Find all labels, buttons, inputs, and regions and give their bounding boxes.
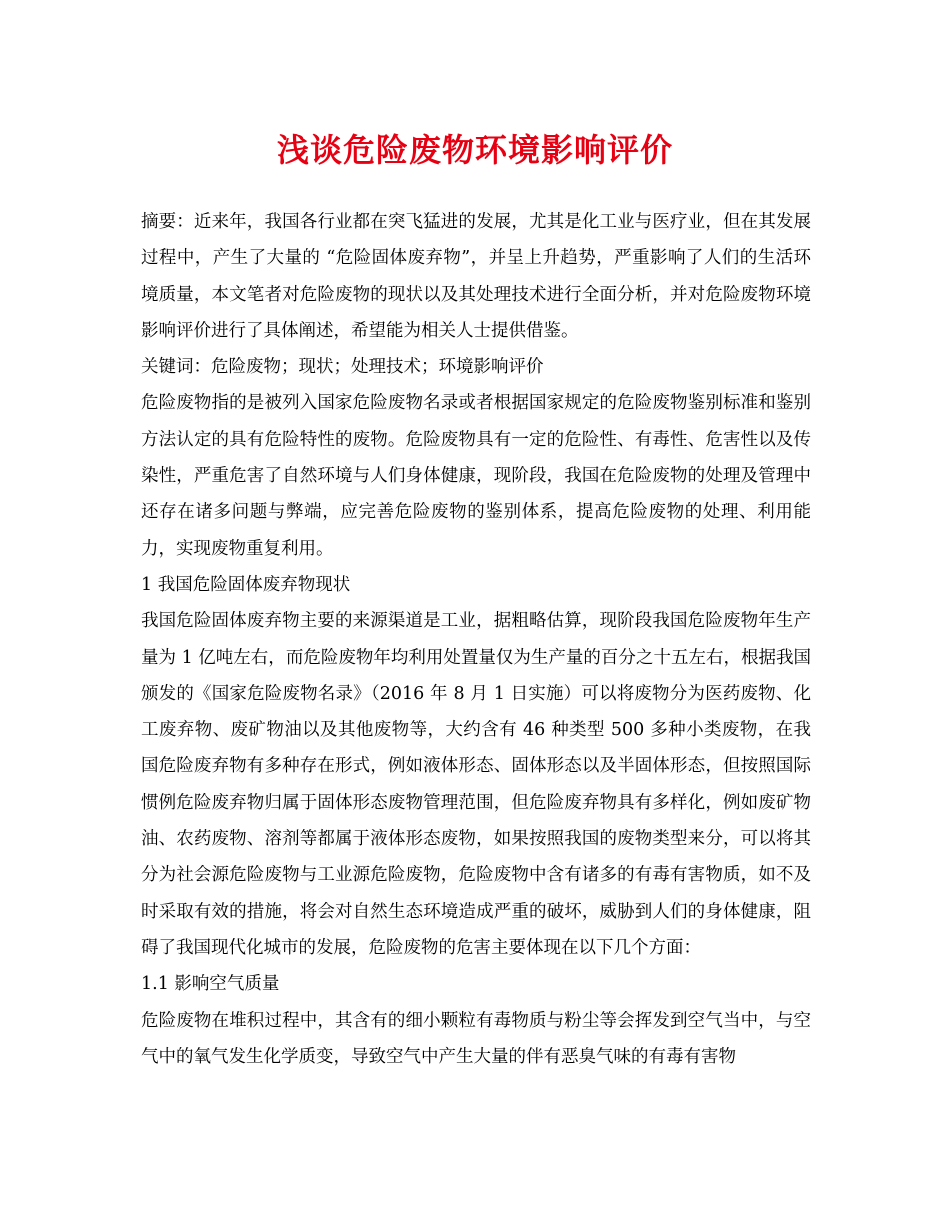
- section-1-paragraph: 我国危险固体废弃物主要的来源渠道是工业，据粗略估算，现阶段我国危险废物年生产量为 1 亿吨左右，而危险废物年均利用处置量仅为生产量的百分之十五左右，根据我国颁发的《国家危险废物名录》（2016 年 8 月 1 日实施）可以将废物分为医药废物、化工废弃物、废矿物油以及其他废物等，大约含有 46 种类型 500 多种小类废物，在我国危险废弃物有多种存在形式，例如液体形态、固体形态以及半固体形态，但按照国际惯例危险废弃物归属于固体形态废物管理范围，但危险废弃物具有多样化，例如废矿物油、农药废物、溶剂等都属于液体形态废物，如果按照我国的废物类型来分，可以将其分为社会源危险废物与工业源危险废物，危险废物中含有诸多的有毒有害物质，如不及时采取有效的措施，将会对自然生态环境造成严重的破坏，威胁到人们的身体健康，阻碍了我国现代化城市的发展，危险废物的危害主要体现在以下几个方面：: [141, 611, 811, 958]
- keywords-line: 关键词：危险废物；现状；处理技术；环境影响评价: [141, 357, 544, 378]
- section-1-heading: 1 我国危险固体废弃物现状: [141, 574, 351, 595]
- intro-paragraph: 危险废物指的是被列入国家危险废物名录或者根据国家规定的危险废物鉴别标准和鉴别方法认定的具有危险特性的废物。危险废物具有一定的危险性、有毒性、危害性以及传染性，严重危害了自然环境与人们身体健康，现阶段，我国在危险废物的处理及管理中还存在诸多问题与弊端，应完善危险废物的鉴别体系，提高危险废物的处理、利用能力，实现废物重复利用。: [141, 393, 811, 559]
- document-body: [141, 204, 811, 1075]
- section-1-1-heading: 1.1 影响空气质量: [141, 974, 280, 995]
- section-1-1-paragraph: 危险废物在堆积过程中，其含有的细小颗粒有毒物质与粉尘等会挥发到空气当中，与空气中的氧气发生化学质变，导致空气中产生大量的伴有恶臭气味的有毒有害物: [141, 1010, 811, 1067]
- abstract-paragraph: 摘要：近来年，我国各行业都在突飞猛进的发展，尤其是化工业与医疗业，但在其发展过程中，产生了大量的 “危险固体废弃物”，并呈上升趋势，严重影响了人们的生活环境质量，本文笔者对危险废物的现状以及其处理技术进行全面分析，并对危险废物环境影响评价进行了具体阐述，希望能为相关人士提供借鉴。: [141, 212, 811, 341]
- document-title: 浅谈危险废物环境影响评价: [276, 131, 673, 169]
